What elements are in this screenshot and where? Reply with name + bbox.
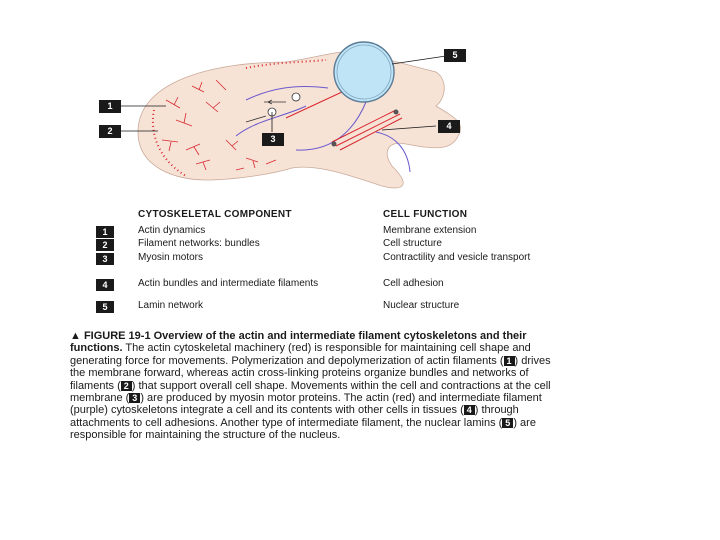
caption-text: ) are responsible for maintaining the structure of the nucleus.: [70, 416, 536, 442]
caption-heading: ▲ FIGURE 19-1 Overview of the actin and intermediate filament cytoskeletons and their functions.: [70, 330, 527, 355]
row-function: Cell structure: [383, 238, 442, 249]
header-function: CELL FUNCTION: [383, 209, 468, 220]
row-function: Cell adhesion: [383, 278, 444, 289]
cell-body: [138, 52, 461, 188]
row-component: Filament networks: bundles: [138, 238, 260, 249]
row-number: 2: [96, 239, 114, 251]
adhesion-dot: [332, 142, 337, 147]
row-function: Nuclear structure: [383, 300, 460, 311]
caption-text: ) that support overall cell shape. Movements within the cell and contractions at the cell membrane (: [70, 379, 551, 405]
row-function: Contractility and vesicle transport: [383, 252, 531, 263]
row-component: Actin bundles and intermediate filaments: [138, 278, 319, 289]
caption-ref-4: 4: [464, 405, 475, 415]
row-component: Myosin motors: [138, 252, 204, 263]
caption-text: ) drives the membrane forward, whereas actin cross-linking proteins organize bundles and networks of filaments (: [70, 354, 551, 392]
caption-text: The actin cytoskeletal machinery (red) is responsible for maintaining cell shape and generating force for movements. Polymerization and depolymerization of actin filaments (: [70, 342, 531, 367]
row-number: 1: [96, 226, 114, 238]
callout-1: 1: [99, 100, 121, 113]
callout-2: 2: [99, 125, 121, 138]
row-number: 5: [96, 301, 114, 313]
callout-3: 3: [262, 133, 284, 146]
caption-ref-2: 2: [121, 381, 132, 391]
row-function: Membrane extension: [383, 225, 477, 236]
caption-text: ) through attachments to cell adhesions. Another type of intermediate filament, the nuclear lamins (: [70, 404, 519, 429]
cell-illustration: [96, 40, 476, 208]
nucleus: [334, 42, 394, 102]
header-component: CYTOSKELETAL COMPONENT: [138, 209, 292, 220]
caption-ref-1: 1: [504, 356, 515, 366]
row-component: Lamin network: [138, 300, 204, 311]
row-component: Actin dynamics: [138, 225, 206, 236]
caption-text: ) are produced by myosin motor proteins. The actin (red) and intermediate filament (purple) cytoskeletons integrate a cell and its contents with other cells in tissues (: [70, 392, 542, 417]
callout-4: 4: [438, 120, 460, 133]
row-number: 3: [96, 253, 114, 265]
adhesion-dot: [394, 110, 399, 115]
caption-ref-3: 3: [129, 393, 140, 403]
vesicle: [292, 93, 300, 101]
caption-ref-5: 5: [502, 418, 513, 428]
cell-diagram: [96, 40, 476, 208]
figure-caption: [70, 330, 560, 442]
callout-5: 5: [444, 49, 466, 62]
row-number: 4: [96, 279, 114, 291]
